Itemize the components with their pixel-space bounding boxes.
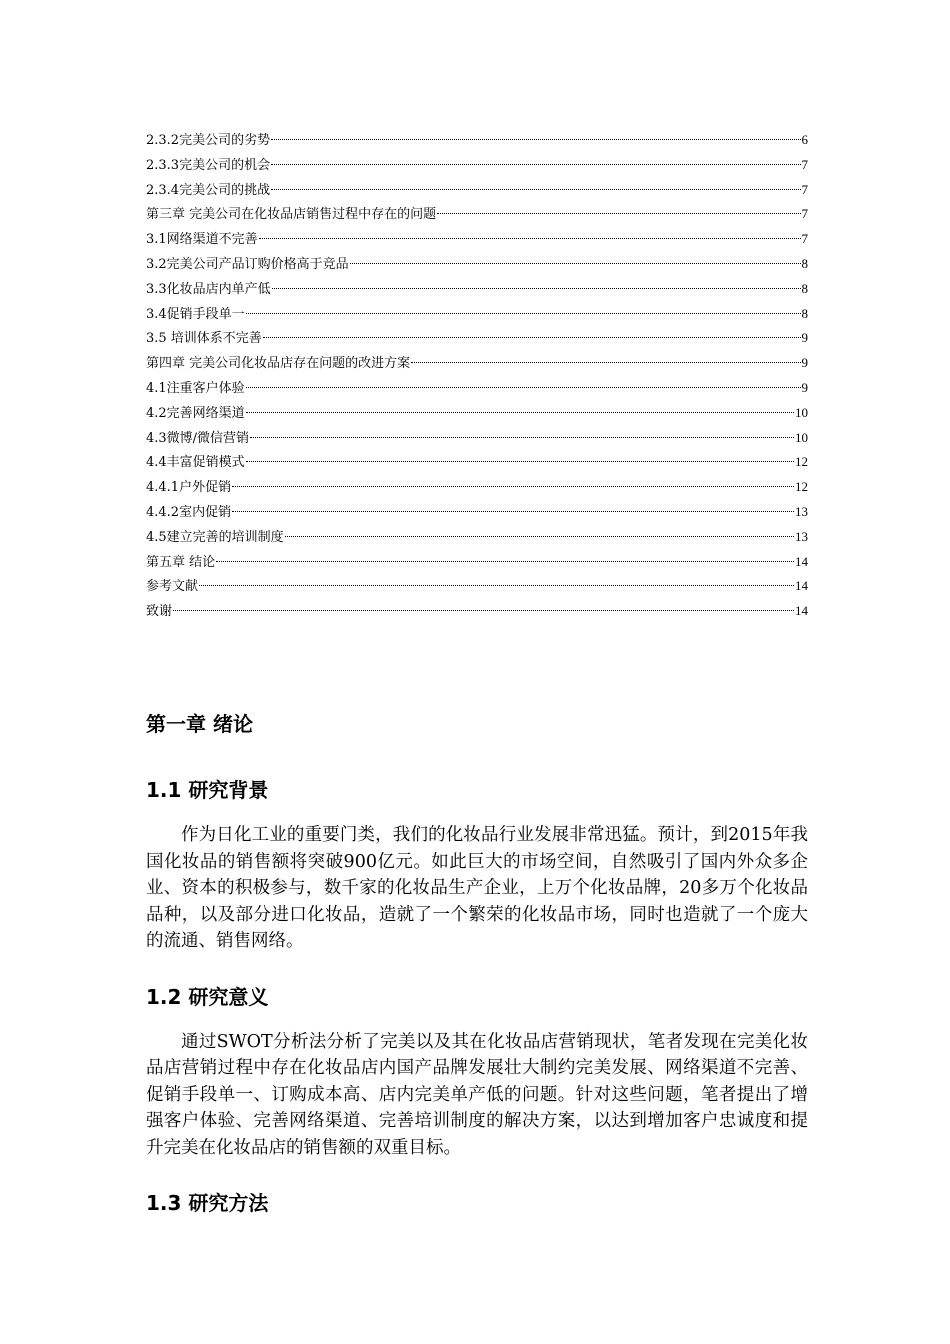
- toc-entry[interactable]: [146, 128, 808, 153]
- toc-leader-dots: [285, 536, 794, 537]
- toc-leader-dots: [216, 561, 794, 562]
- toc-entry-title: 4.5建立完善的培训制度: [146, 529, 284, 545]
- chapter-title: 第一章 绪论: [146, 712, 253, 736]
- toc-entry-page: 9: [801, 379, 808, 395]
- toc-entry[interactable]: [146, 500, 808, 525]
- toc-entry[interactable]: [146, 302, 808, 327]
- toc-entry-title: 第三章 完美公司在化妆品店销售过程中存在的问题: [146, 207, 437, 223]
- toc-entry-title: 2.3.2完美公司的劣势: [146, 133, 271, 148]
- toc-entry-title: 3.5 培训体系不完善: [146, 331, 262, 347]
- toc-leader-dots: [246, 412, 794, 413]
- toc-entry-title: 4.1注重客户体验: [146, 380, 245, 396]
- toc-entry-page: 7: [801, 231, 808, 247]
- toc-entry[interactable]: [146, 574, 808, 599]
- toc-leader-dots: [232, 511, 794, 512]
- table-of-contents: [146, 128, 808, 624]
- toc-entry[interactable]: [146, 550, 808, 575]
- toc-entry-page: 9: [801, 330, 808, 346]
- toc-leader-dots: [246, 387, 801, 388]
- toc-leader-dots: [411, 362, 800, 363]
- toc-entry-title: 3.4促销手段单一: [146, 306, 245, 322]
- toc-leader-dots: [246, 461, 794, 462]
- toc-entry-title: 第五章 结论: [146, 554, 216, 570]
- toc-leader-dots: [350, 263, 801, 264]
- toc-entry-page: 14: [795, 553, 808, 569]
- toc-leader-dots: [272, 288, 801, 289]
- toc-entry[interactable]: [146, 153, 808, 178]
- toc-entry[interactable]: [146, 252, 808, 277]
- toc-entry-page: 14: [795, 603, 808, 619]
- section-heading-significance: 1.2 研究意义: [146, 984, 269, 1009]
- toc-leader-dots: [259, 238, 801, 239]
- toc-leader-dots: [232, 486, 794, 487]
- toc-entry-title: 致谢: [146, 604, 173, 620]
- toc-leader-dots: [246, 313, 801, 314]
- toc-entry-page: 7: [801, 206, 808, 222]
- toc-entry[interactable]: [146, 178, 808, 203]
- toc-entry[interactable]: [146, 277, 808, 302]
- paragraph-significance: 通过SWOT分析法分析了完美以及其在化妆品店营销现状，笔者发现在完美化妆品店营销过程中存在化妆品店内国产品牌发展壮大制约完美发展、网络渠道不完善、促销手段单一、订购成本高、店内完美单产低的问题。针对这些问题，笔者提出了增强客户体验、完善网络渠道、完善培训制度的解决方案，以达到增加客户忠诚度和提升完美在化妆品店的销售额的双重目标。: [146, 1031, 808, 1158]
- toc-entry-title: 2.3.4完美公司的挑战: [146, 182, 271, 198]
- toc-entry-page: 8: [801, 255, 808, 271]
- toc-leader-dots: [173, 610, 794, 611]
- toc-entry-title: 2.3.3完美公司的机会: [146, 157, 271, 173]
- toc-entry-page: 8: [801, 280, 808, 296]
- toc-entry-page: 12: [795, 454, 808, 470]
- toc-entry[interactable]: [146, 376, 808, 401]
- toc-entry[interactable]: [146, 326, 808, 351]
- toc-entry[interactable]: [146, 401, 808, 426]
- toc-entry-title: 4.2完善网络渠道: [146, 405, 245, 421]
- toc-entry-page: 7: [801, 156, 808, 172]
- toc-entry[interactable]: [146, 426, 808, 451]
- toc-entry-title: 4.4.2室内促销: [146, 504, 232, 520]
- toc-entry-title: 4.4.1户外促销: [146, 480, 232, 496]
- toc-entry-page: 9: [801, 355, 808, 371]
- toc-entry-page: 13: [795, 503, 808, 519]
- toc-leader-dots: [199, 585, 794, 586]
- toc-entry-title: 4.4丰富促销模式: [146, 455, 245, 471]
- toc-entry-page: 10: [795, 404, 808, 420]
- main-content: [146, 704, 808, 1223]
- toc-entry-title: 4.3微博/微信营销: [146, 430, 250, 446]
- toc-entry-page: 6: [801, 132, 808, 147]
- toc-entry[interactable]: [146, 475, 808, 500]
- toc-leader-dots: [263, 337, 801, 338]
- toc-leader-dots: [271, 189, 800, 190]
- toc-entry[interactable]: [146, 525, 808, 550]
- toc-entry-title: 3.2完美公司产品订购价格高于竞品: [146, 256, 349, 272]
- toc-entry-page: 7: [801, 181, 808, 197]
- toc-entry-title: 3.3化妆品店内单产低: [146, 281, 271, 297]
- toc-entry[interactable]: [146, 227, 808, 252]
- toc-entry-page: 8: [801, 305, 808, 321]
- section-heading-background: 1.1 研究背景: [146, 778, 269, 802]
- paragraph-background: 作为日化工业的重要门类，我们的化妆品行业发展非常迅猛。预计，到2015年我国化妆品的销售额将突破900亿元。如此巨大的市场空间，自然吸引了国内外众多企业、资本的积极参与，数千家的化妆品生产企业，上万个化妆品牌，20多万个化妆品品种，以及部分进口化妆品，造就了一个繁荣的化妆品市场，同时也造就了一个庞大的流通、销售网络。: [146, 825, 808, 951]
- toc-entry-page: 13: [795, 528, 808, 544]
- toc-entry[interactable]: [146, 202, 808, 227]
- section-heading-method: 1.3 研究方法: [146, 1191, 269, 1215]
- toc-entry-title: 第四章 完美公司化妆品店存在问题的改进方案: [146, 356, 411, 372]
- toc-leader-dots: [271, 139, 800, 140]
- toc-entry[interactable]: [146, 450, 808, 475]
- toc-entry-title: 3.1网络渠道不完善: [146, 232, 258, 248]
- toc-entry-title: 参考文献: [146, 579, 199, 595]
- toc-leader-dots: [271, 164, 800, 165]
- toc-leader-dots: [250, 437, 794, 438]
- toc-entry[interactable]: [146, 599, 808, 624]
- toc-leader-dots: [437, 213, 800, 214]
- toc-entry-page: 14: [795, 578, 808, 594]
- toc-entry[interactable]: [146, 351, 808, 376]
- toc-entry-page: 10: [795, 429, 808, 445]
- toc-entry-page: 12: [795, 479, 808, 495]
